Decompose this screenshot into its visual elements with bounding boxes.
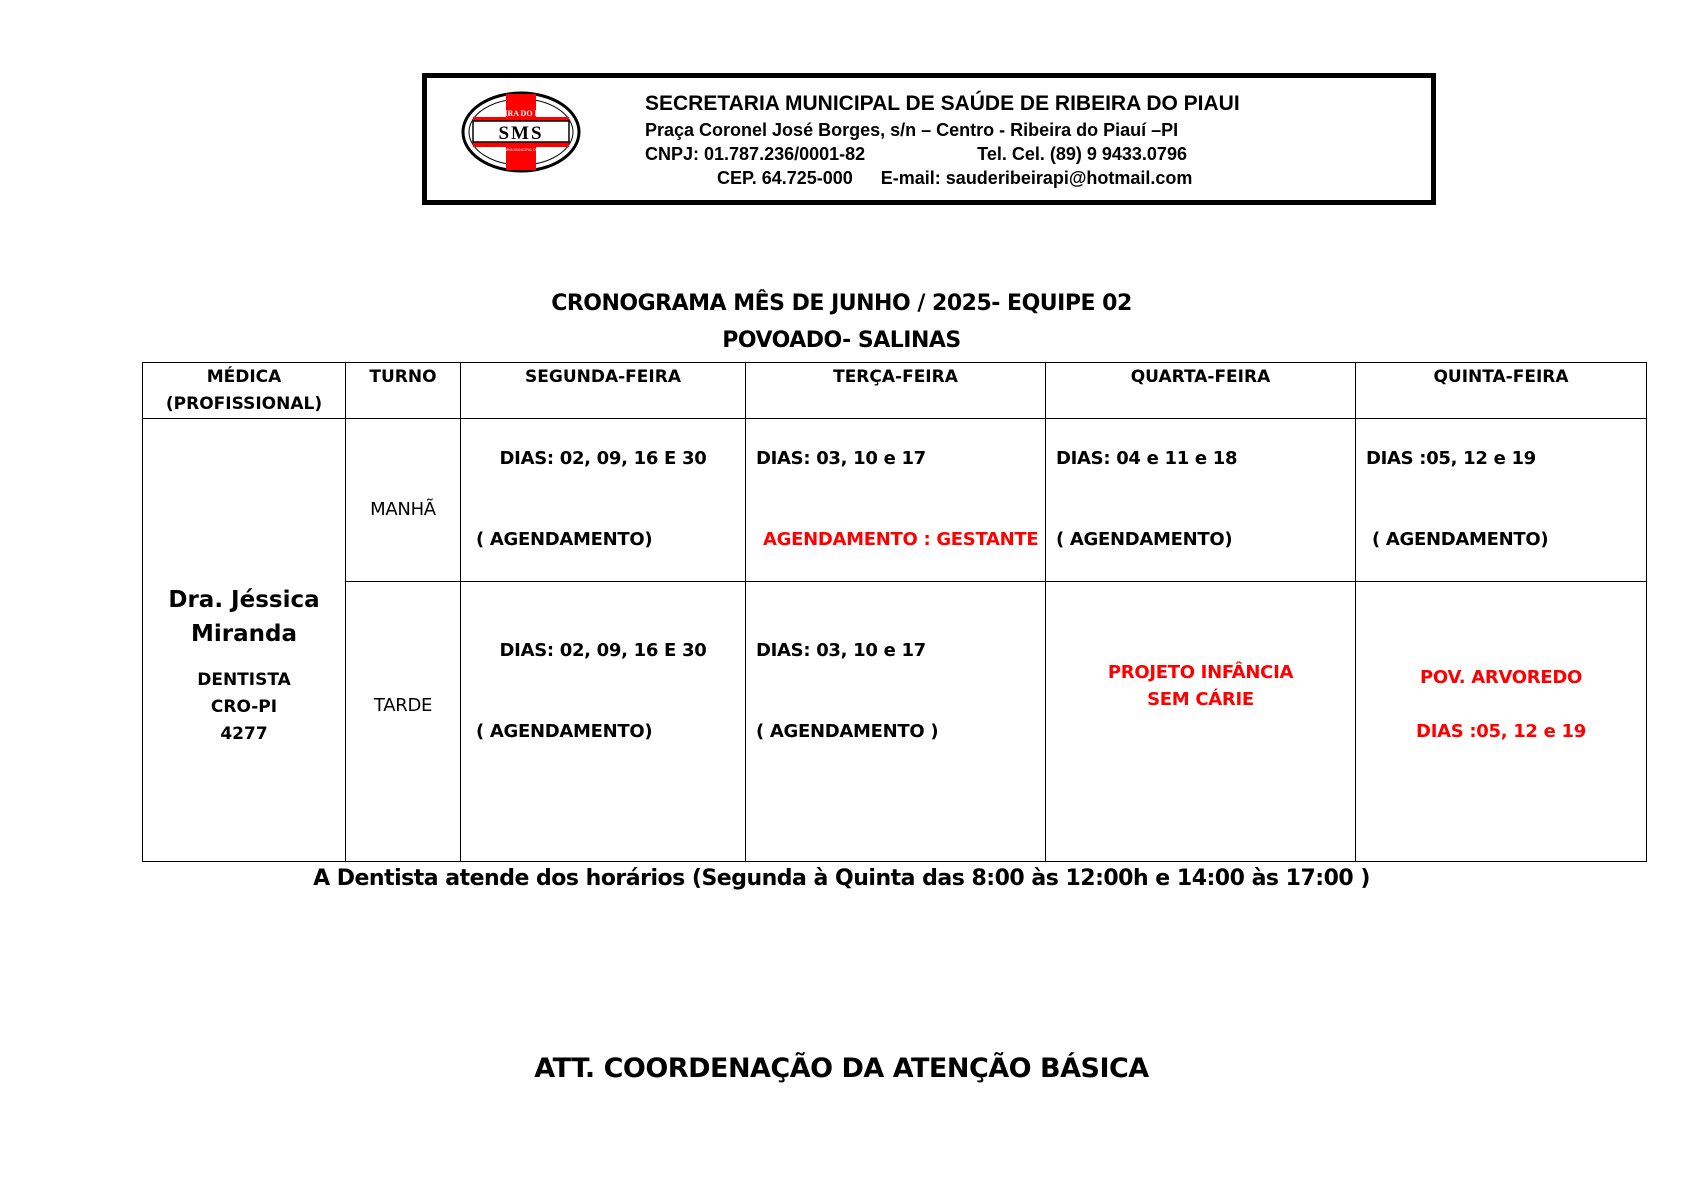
morning-shift-cell (346, 419, 461, 582)
morning-tuesday-cell (746, 419, 1046, 582)
logo-top-text: RIBEIRA DO PIAUÍ (484, 109, 558, 118)
morning-wednesday-days: DIAS: 04 e 11 e 18 (1056, 448, 1238, 469)
professional-name-line1: Dra. Jéssica (168, 587, 320, 613)
letterhead-email: E-mail: sauderibeirapi@hotmail.com (880, 168, 1193, 188)
letterhead-contact-row (645, 142, 1240, 166)
morning-wednesday-note: ( AGENDAMENTO) (1056, 529, 1233, 550)
morning-shift-label: MANHÃ (370, 499, 436, 520)
header-thursday: QUINTA-FEIRA (1356, 363, 1647, 419)
morning-wednesday-cell (1046, 419, 1356, 582)
logo-main-text: SMS (498, 123, 544, 144)
afternoon-thursday-cell (1356, 582, 1647, 862)
letterhead-text (645, 90, 1240, 190)
professional-number: 4277 (220, 724, 268, 744)
afternoon-thursday-line2: DIAS :05, 12 e 19 (1416, 721, 1586, 742)
professional-cell (143, 419, 346, 862)
morning-tuesday-days: DIAS: 03, 10 e 17 (756, 448, 926, 469)
letterhead-cep: CEP. 64.725-000 (717, 168, 853, 188)
schedule-title: CRONOGRAMA MÊS DE JUNHO / 2025- EQUIPE 02 (551, 291, 1132, 316)
letterhead-address: Praça Coronel José Borges, s/n – Centro - Ribeira do Piauí –PI (645, 120, 1179, 140)
header-wednesday: QUARTA-FEIRA (1046, 363, 1356, 419)
afternoon-wednesday-line2: SEM CÁRIE (1147, 689, 1254, 710)
schedule-table (142, 362, 1647, 862)
afternoon-wednesday-cell (1046, 582, 1356, 862)
professional-council: CRO-PI (210, 697, 278, 717)
morning-thursday-note: ( AGENDAMENTO) (1366, 529, 1549, 550)
afternoon-tuesday-note: ( AGENDAMENTO ) (756, 721, 939, 742)
morning-thursday-days: DIAS :05, 12 e 19 (1366, 448, 1536, 469)
letterhead-title: SECRETARIA MUNICIPAL DE SAÚDE DE RIBEIRA DO PIAUI (645, 92, 1240, 115)
afternoon-shift-cell (346, 582, 461, 862)
letterhead-cep-row (645, 166, 1240, 190)
afternoon-thursday-line1: POV. ARVOREDO (1420, 667, 1582, 688)
letterhead-phone: Tel. Cel. (89) 9 9433.0796 (977, 144, 1187, 164)
header-tuesday: TERÇA-FEIRA (746, 363, 1046, 419)
logo-bottom-text: SECRETARIA MUNICIPAL DE SAÚDE (490, 148, 552, 152)
schedule-subtitle: POVOADO- SALINAS (722, 328, 961, 353)
afternoon-wednesday-line1: PROJETO INFÂNCIA (1107, 662, 1294, 683)
header-professional (143, 363, 346, 419)
afternoon-shift-label: TARDE (373, 695, 433, 716)
letterhead-cnpj: CNPJ: 01.787.236/0001-82 (645, 144, 866, 164)
morning-tuesday-note: AGENDAMENTO : GESTANTE (763, 529, 1039, 550)
header-professional-line2: (PROFISSIONAL) (165, 394, 323, 414)
afternoon-tuesday-days: DIAS: 03, 10 e 17 (756, 640, 926, 661)
header-professional-line1: MÉDICA (206, 367, 282, 387)
header-monday: SEGUNDA-FEIRA (461, 363, 746, 419)
professional-name-line2: Miranda (191, 621, 297, 647)
morning-thursday-cell (1356, 419, 1647, 582)
afternoon-tuesday-cell (746, 582, 1046, 862)
afternoon-monday-note: ( AGENDAMENTO) (476, 721, 653, 742)
header-shift: TURNO (346, 363, 461, 419)
morning-monday-days: DIAS: 02, 09, 16 E 30 (499, 448, 707, 469)
professional-role: DENTISTA (197, 670, 291, 690)
signature: ATT. COORDENAÇÃO DA ATENÇÃO BÁSICA (534, 1053, 1149, 1084)
morning-monday-cell (461, 419, 746, 582)
sms-logo-icon (461, 91, 581, 173)
afternoon-monday-days: DIAS: 02, 09, 16 E 30 (499, 640, 707, 661)
table-row-afternoon (143, 582, 1647, 862)
office-hours-note: A Dentista atende dos horários (Segunda à Quinta das 8:00 às 12:00h e 14:00 às 17:00 ) (313, 866, 1370, 891)
morning-monday-note: ( AGENDAMENTO) (476, 529, 653, 550)
afternoon-monday-cell (461, 582, 746, 862)
letterhead-box (422, 73, 1436, 205)
table-header-row (143, 363, 1647, 419)
table-row-morning (143, 419, 1647, 582)
